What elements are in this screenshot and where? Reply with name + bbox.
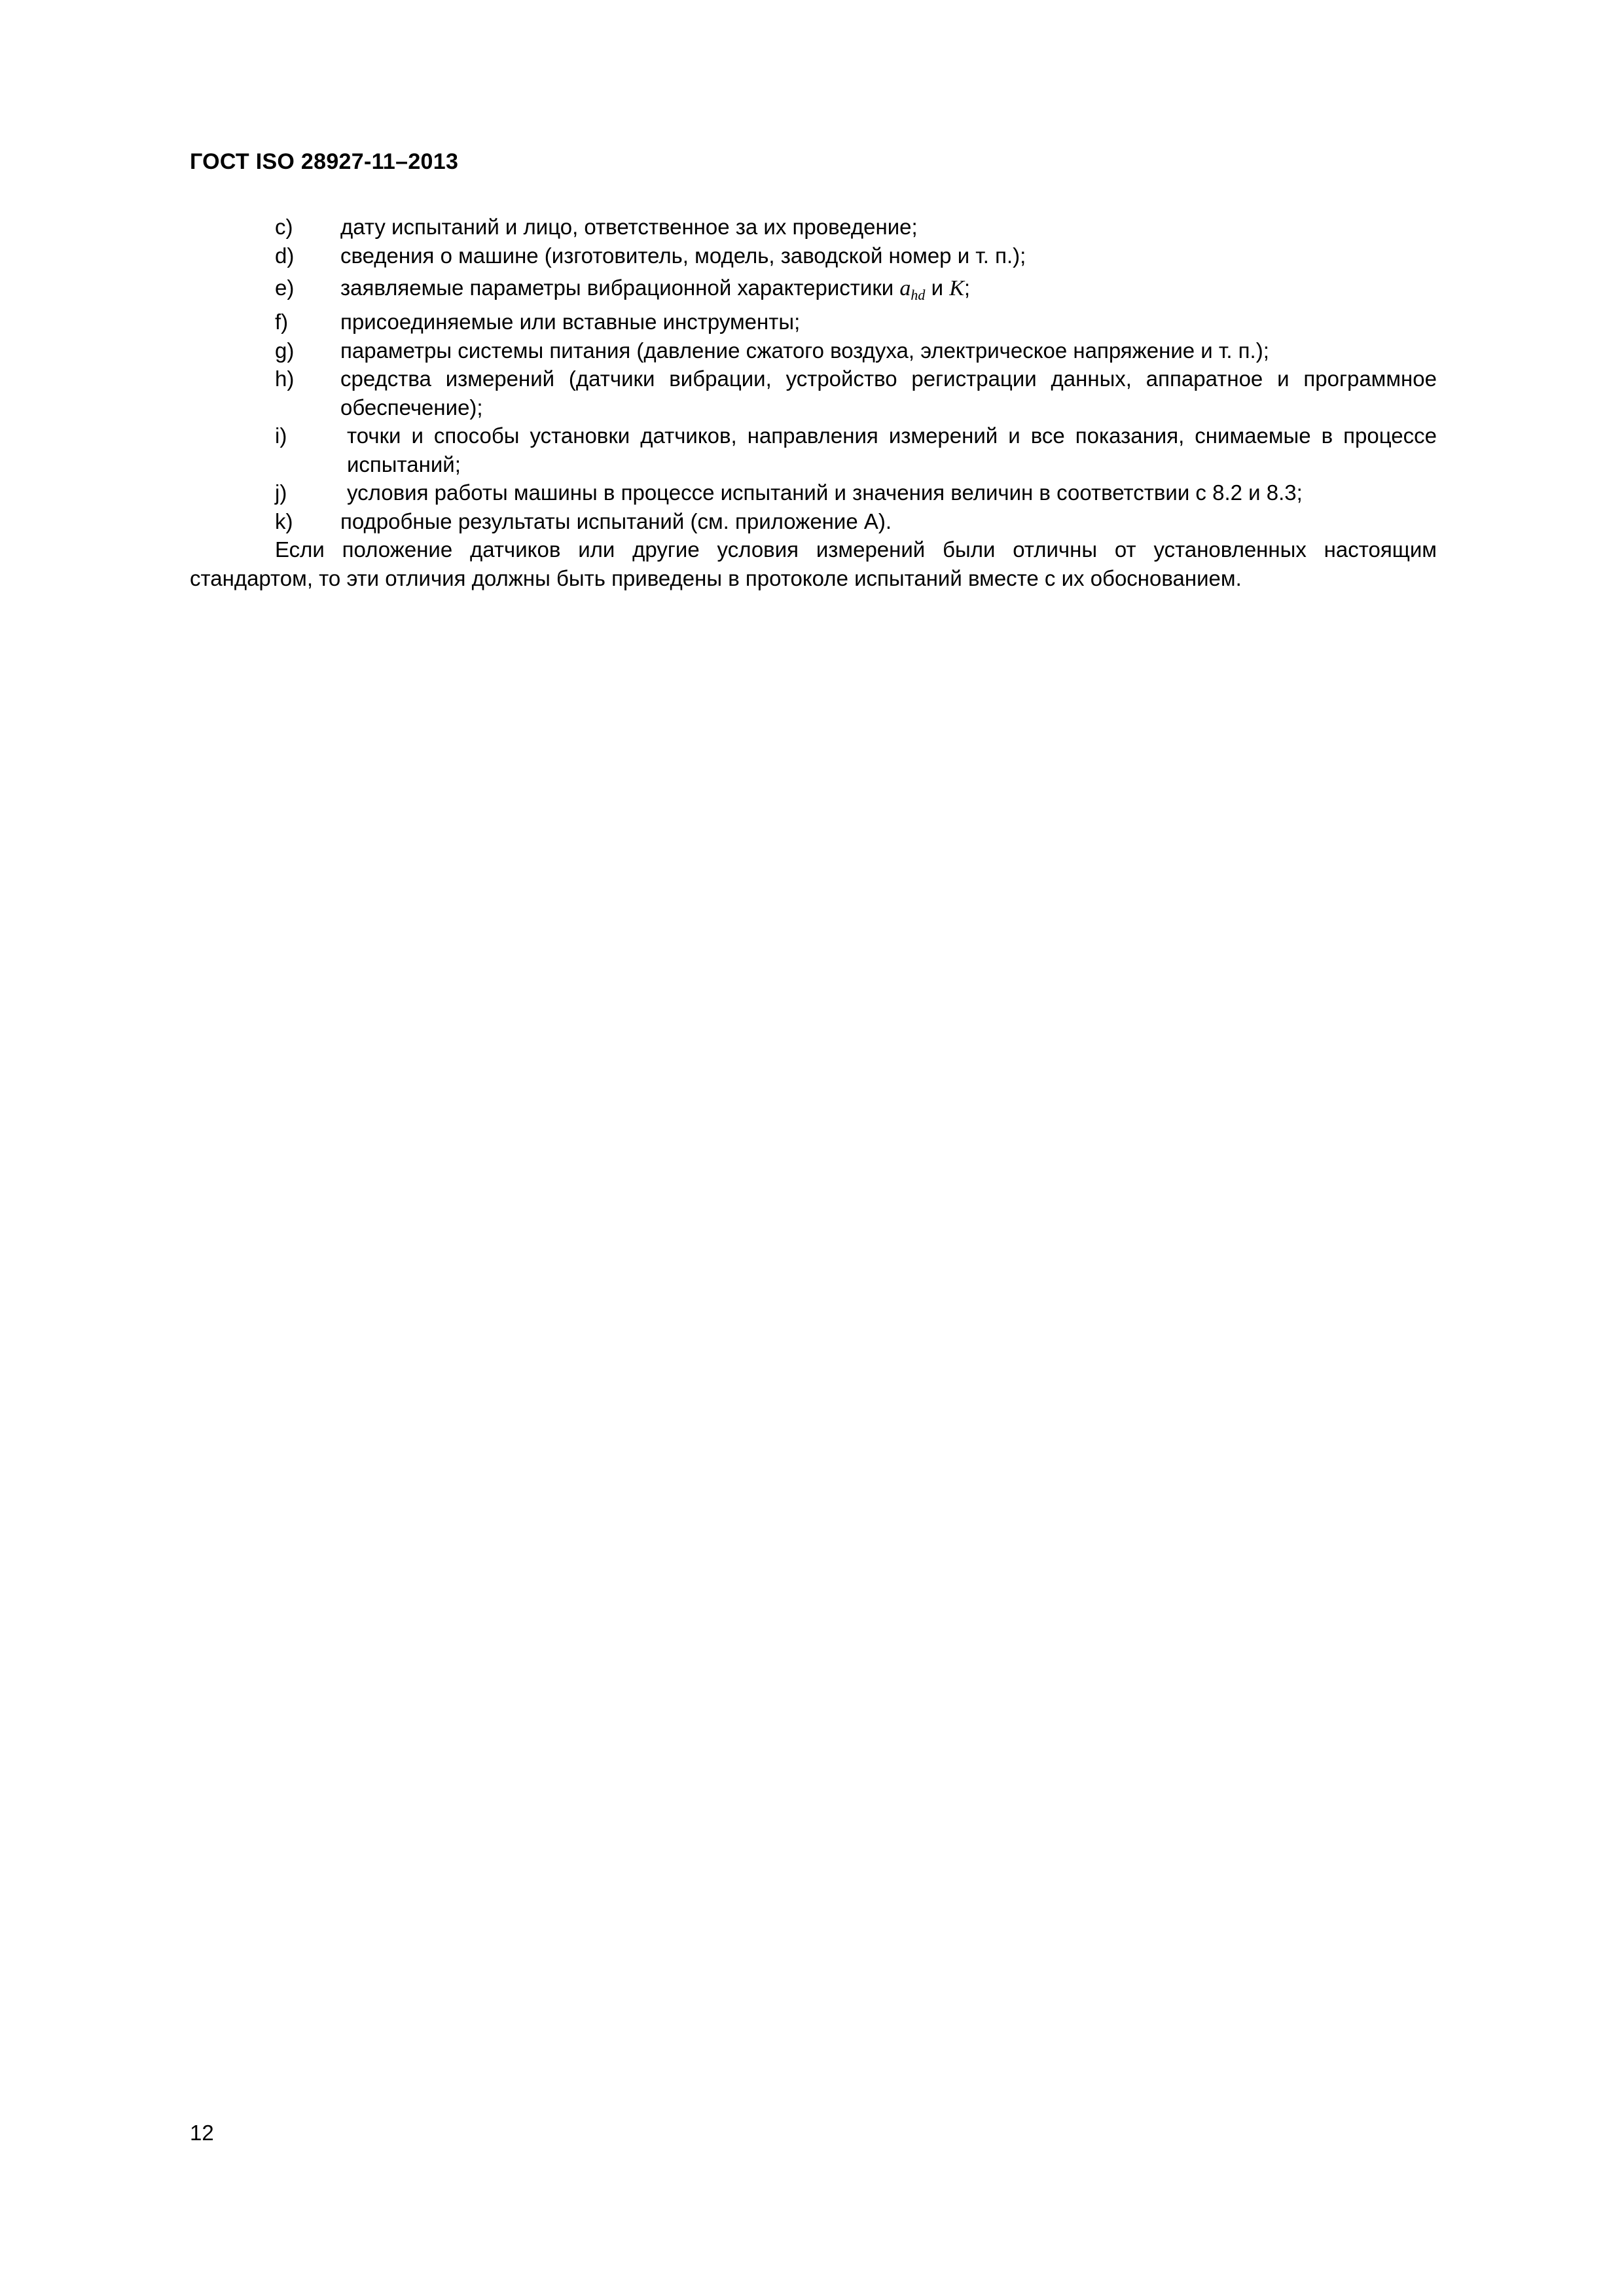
list-item-text: точки и способы установки датчиков, направления измерений и все показания, снимаемые в процессе испытаний;: [347, 423, 1437, 476]
list-item-text: параметры системы питания (давление сжатого воздуха, электрическое напряжение и т. п.);: [340, 338, 1269, 363]
document-body: [190, 213, 1437, 592]
list-item-text-mid: и: [931, 276, 944, 300]
list-item: [190, 365, 1437, 422]
document-header: ГОСТ ISO 28927-11–2013: [190, 149, 459, 174]
list-item-marker: i): [275, 423, 287, 448]
list-item-marker: d): [275, 243, 295, 268]
list-item-formula: [190, 274, 1437, 304]
list-item-text: [340, 274, 1437, 304]
math-variable-k: K: [949, 276, 964, 301]
list-item: [190, 308, 1437, 336]
list-item-text: дату испытаний и лицо, ответственное за их проведение;: [340, 215, 918, 239]
list-item-marker: k): [275, 509, 293, 533]
list-item-text: сведения о машине (изготовитель, модель, заводской номер и т. п.);: [340, 243, 1026, 268]
list-item-marker: c): [275, 215, 293, 239]
list-item: [190, 478, 1437, 507]
list-item-marker: f): [275, 309, 289, 334]
list-item-marker: h): [275, 367, 295, 391]
list-item-text: подробные результаты испытаний (см. приложение А).: [340, 509, 892, 533]
list-item-marker: j): [275, 480, 287, 505]
list-item-text: условия работы машины в процессе испытаний и значения величин в соответствии с 8.2 и 8.3;: [347, 480, 1303, 505]
list-item-text-after: ;: [964, 276, 971, 300]
list-item: [190, 242, 1437, 270]
math-variable-ahd: $a_{hd}$: [899, 276, 926, 304]
list-item-text: средства измерений (датчики вибрации, устройство регистрации данных, аппаратное и программное обеспечение);: [340, 367, 1437, 420]
list-item-text: присоединяемые или вставные инструменты;: [340, 309, 801, 334]
list-item: [190, 422, 1437, 478]
list-item-marker: e): [275, 276, 295, 300]
closing-paragraph: Если положение датчиков или другие условия измерений были отличны от установленных настоящим стандартом, то эти отличия должны быть приведены в протоколе испытаний вместе с их обоснованием.: [190, 537, 1437, 590]
list-item: [190, 507, 1437, 536]
list-item: [190, 336, 1437, 365]
list-item: [190, 213, 1437, 242]
list-item-marker: g): [275, 338, 295, 363]
list-item-text-before: заявляемые параметры вибрационной характеристики: [340, 276, 894, 300]
page-number: 12: [190, 2121, 214, 2145]
